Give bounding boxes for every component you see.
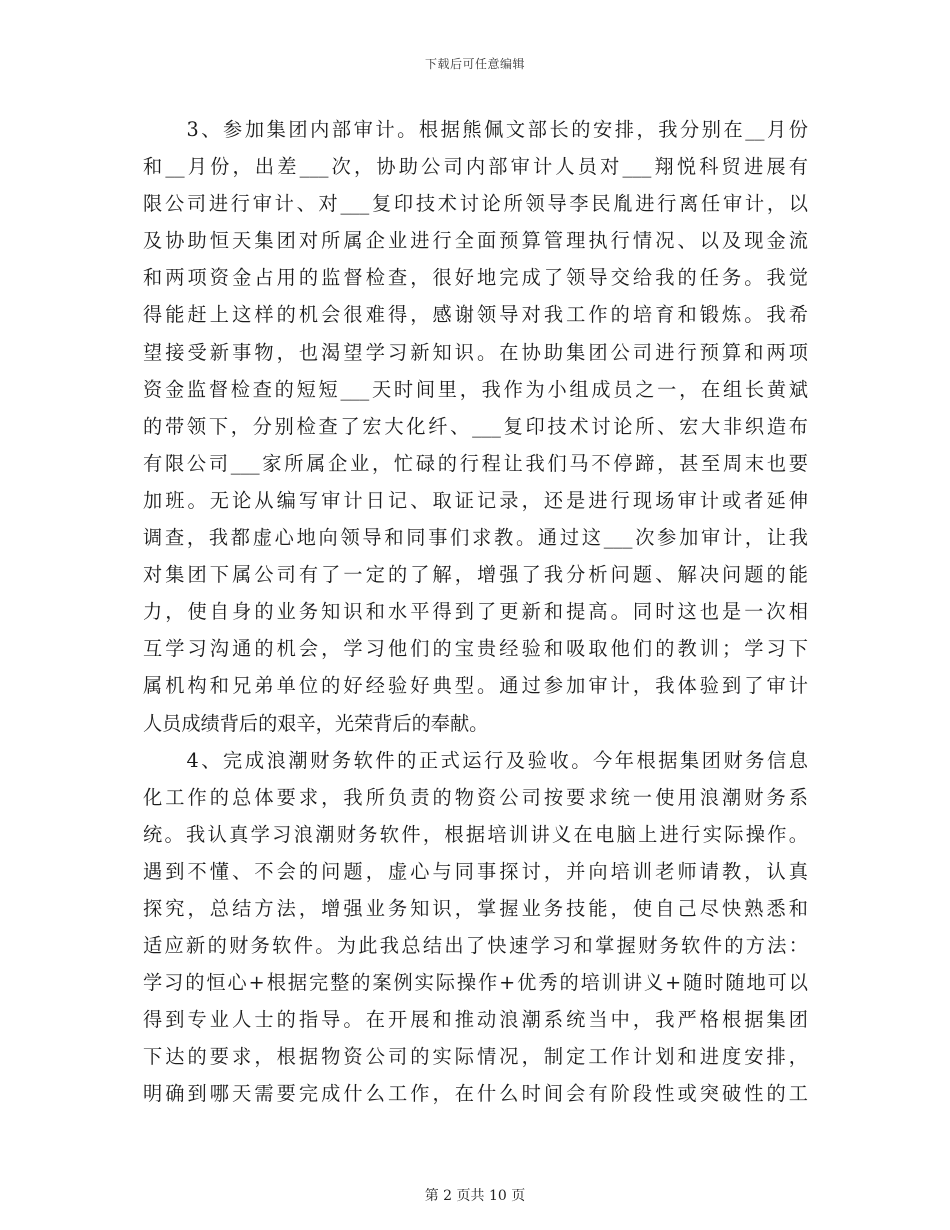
text-line: 属机构和兄弟单位的好经验好典型。通过参加审计，我体验到了审计 [143,674,808,698]
text-line: 加班。无论从编写审计日记、取证记录，还是进行现场审计或者延伸 [143,488,808,512]
text-line: 统。我认真学习浪潮财务软件，根据培训讲义在电脑上进行实际操作。 [143,822,808,846]
text-line: 化工作的总体要求，我所负责的物资公司按要求统一使用浪潮财务系 [143,785,808,809]
paragraph-4 [143,742,808,1113]
text-line: 和__月份，出差___次，协助公司内部审计人员对___翔悦科贸进展有 [143,155,808,179]
text-line: 学习的恒心+根据完整的案例实际操作+优秀的培训讲义+随时随地可以 [143,971,808,995]
text-line: 调查，我都虚心地向领导和同事们求教。通过这___次参加审计，让我 [143,526,808,550]
text-line: 遇到不懂、不会的问题，虚心与同事探讨，并向培训老师请教，认真 [143,859,808,883]
text-line: 3、参加集团内部审计。根据熊佩文部长的安排，我分别在__月份 [143,118,808,141]
text-line: 适应新的财务软件。为此我总结出了快速学习和掌握财务软件的方法： [143,934,808,958]
paragraph-3 [143,111,808,742]
text-line: 得能赶上这样的机会很难得，感谢领导对我工作的培育和锻炼。我希 [143,303,808,327]
text-line: 有限公司___家所属企业，忙碌的行程让我们马不停蹄，甚至周末也要 [143,451,808,475]
page-header: 下载后可任意编辑 [424,57,525,71]
text-line: 和两项资金占用的监督检查，很好地完成了领导交给我的任务。我觉 [143,266,808,290]
text-line: 探究，总结方法，增强业务知识，掌握业务技能，使自己尽快熟悉和 [143,896,808,920]
page-number-footer: 第 2 页共 10 页 [424,1188,526,1204]
text-line: 及协助恒天集团对所属企业进行全面预算管理执行情况、以及现金流 [143,229,808,253]
text-line: 下达的要求，根据物资公司的实际情况，制定工作计划和进度安排， [143,1045,808,1069]
text-line: 限公司进行审计、对___复印技术讨论所领导李民胤进行离任审计，以 [143,192,808,216]
text-line: 望接受新事物，也渴望学习新知识。在协助集团公司进行预算和两项 [143,340,808,364]
text-line: 人员成绩背后的艰辛，光荣背后的奉献。 [143,711,489,735]
text-line: 得到专业人士的指导。在开展和推动浪潮系统当中，我严格根据集团 [143,1008,808,1032]
text-line: 互学习沟通的机会，学习他们的宝贵经验和吸取他们的教训；学习下 [143,637,808,661]
text-line: 力，使自身的业务知识和水平得到了更新和提高。同时这也是一次相 [143,600,808,624]
document-body [143,111,808,1113]
text-line: 对集团下属公司有了一定的了解，增强了我分析问题、解决问题的能 [143,563,808,587]
text-line: 资金监督检查的短短___天时间里，我作为小组成员之一，在组长黄斌 [143,377,808,401]
text-line: 明确到哪天需要完成什么工作，在什么时间会有阶段性或突破性的工 [143,1082,808,1106]
text-line: 4、完成浪潮财务软件的正式运行及验收。今年根据集团财务信息 [143,748,808,772]
text-line: 的带领下，分别检查了宏大化纤、___复印技术讨论所、宏大非织造布 [143,414,808,438]
